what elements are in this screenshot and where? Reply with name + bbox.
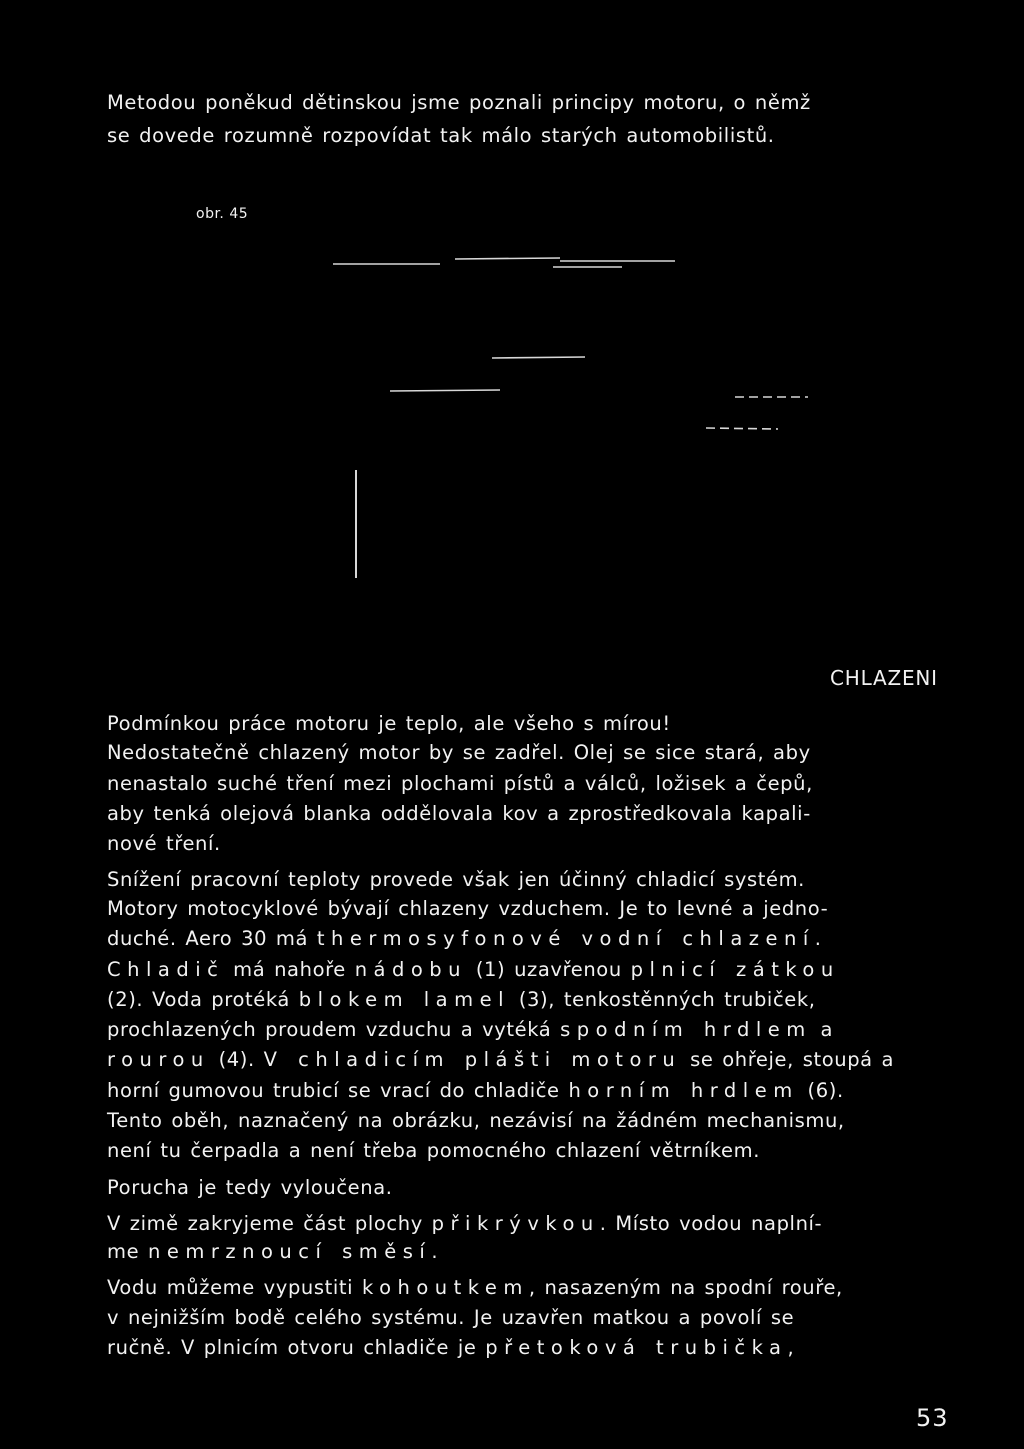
body-line: Porucha je tedy vyloučena. xyxy=(107,1176,393,1199)
emphasis-text: blokem lamel xyxy=(298,988,511,1011)
emphasis-text: horním hrdlem xyxy=(568,1079,799,1102)
body-line xyxy=(107,1079,844,1103)
body-line xyxy=(107,958,840,982)
body-text: me xyxy=(107,1240,148,1263)
body-line xyxy=(107,1240,438,1264)
body-text: se ohřeje, stoupá a xyxy=(681,1048,895,1071)
body-line xyxy=(107,1336,794,1360)
figure-illustration xyxy=(0,0,1024,600)
emphasis-text: V chladicím plášti motoru xyxy=(263,1048,682,1071)
figure-stroke xyxy=(492,357,585,358)
figure-label: obr. 45 xyxy=(196,206,249,222)
emphasis-text: přikrývkou xyxy=(431,1212,600,1235)
body-line xyxy=(107,988,816,1012)
body-line: Motory motocyklové bývají chlazeny vzduchem. Je to levné a jedno- xyxy=(107,897,829,920)
page-number: 53 xyxy=(916,1404,949,1432)
body-text: . xyxy=(431,1240,439,1263)
emphasis-text: thermosyfonové vodní chlazení. xyxy=(316,927,828,950)
body-line: Podmínkou práce motoru je teplo, ale všeho s mírou! xyxy=(107,712,671,735)
body-text: (1) uzavřenou xyxy=(467,958,631,981)
body-line xyxy=(107,1276,843,1300)
body-line: nenastalo suché tření mezi plochami pístů a válců, ložisek a čepů, xyxy=(107,772,813,795)
body-line xyxy=(107,1048,894,1072)
body-text: , nasazeným na spodní rouře, xyxy=(528,1276,843,1299)
emphasis-text: nádobu xyxy=(354,958,468,981)
body-line: v nejnižším bodě celého systému. Je uzavřen matkou a povolí se xyxy=(107,1306,795,1329)
body-text: horní gumovou trubicí se vrací do chladiče xyxy=(107,1079,569,1102)
body-line: Nedostatečně chlazený motor by se zadřel. Olej se sice stará, aby xyxy=(107,741,811,764)
body-text: Vodu můžeme vypustiti xyxy=(107,1276,362,1299)
figure-stroke xyxy=(455,258,560,259)
body-text: má nahoře xyxy=(224,958,355,981)
figure-stroke xyxy=(706,428,778,429)
body-line: nové tření. xyxy=(107,832,221,855)
body-text: duché. Aero 30 má xyxy=(107,927,317,950)
emphasis-text: rourou xyxy=(107,1048,210,1071)
body-text: a xyxy=(811,1018,834,1041)
body-text: (6). xyxy=(798,1079,844,1102)
body-line xyxy=(107,1212,822,1236)
body-line: aby tenká olejová blanka oddělovala kov a zprostředkovala kapali- xyxy=(107,802,811,825)
body-line xyxy=(107,927,828,951)
body-text: . Místo vodou naplní- xyxy=(599,1212,823,1235)
body-text: (2). Voda protéká xyxy=(107,988,299,1011)
emphasis-text: nemrznoucí směsí xyxy=(148,1240,432,1263)
body-line: Snížení pracovní teploty provede však jen účinný chladicí systém. xyxy=(107,868,805,891)
body-text: ručně. V plnicím otvoru chladiče je xyxy=(107,1336,486,1359)
section-heading: CHLAZENI xyxy=(830,666,938,690)
emphasis-text: spodním hrdlem xyxy=(560,1018,812,1041)
intro-line-1: Metodou poněkud dětinskou jsme poznali principy motoru, o němž xyxy=(107,91,811,114)
emphasis-text: kohoutkem xyxy=(361,1276,529,1299)
body-text: V zimě zakryjeme část plochy xyxy=(107,1212,432,1235)
intro-line-2: se dovede rozumně rozpovídat tak málo starých automobilistů. xyxy=(107,124,775,147)
body-text: (3), tenkostěnných trubiček, xyxy=(510,988,816,1011)
body-text: , xyxy=(787,1336,795,1359)
body-line xyxy=(107,1018,833,1042)
emphasis-text: přetoková trubička xyxy=(485,1336,788,1359)
emphasis-text: Chladič xyxy=(107,958,225,981)
body-line: Tento oběh, naznačený na obrázku, nezávisí na žádném mechanismu, xyxy=(107,1109,845,1132)
body-line: není tu čerpadla a není třeba pomocného chlazení větrníkem. xyxy=(107,1139,761,1162)
body-text: prochlazených proudem vzduchu a vytéká xyxy=(107,1018,561,1041)
body-text: (4). xyxy=(209,1048,264,1071)
figure-stroke xyxy=(390,390,500,391)
emphasis-text: plnicí zátkou xyxy=(630,958,840,981)
